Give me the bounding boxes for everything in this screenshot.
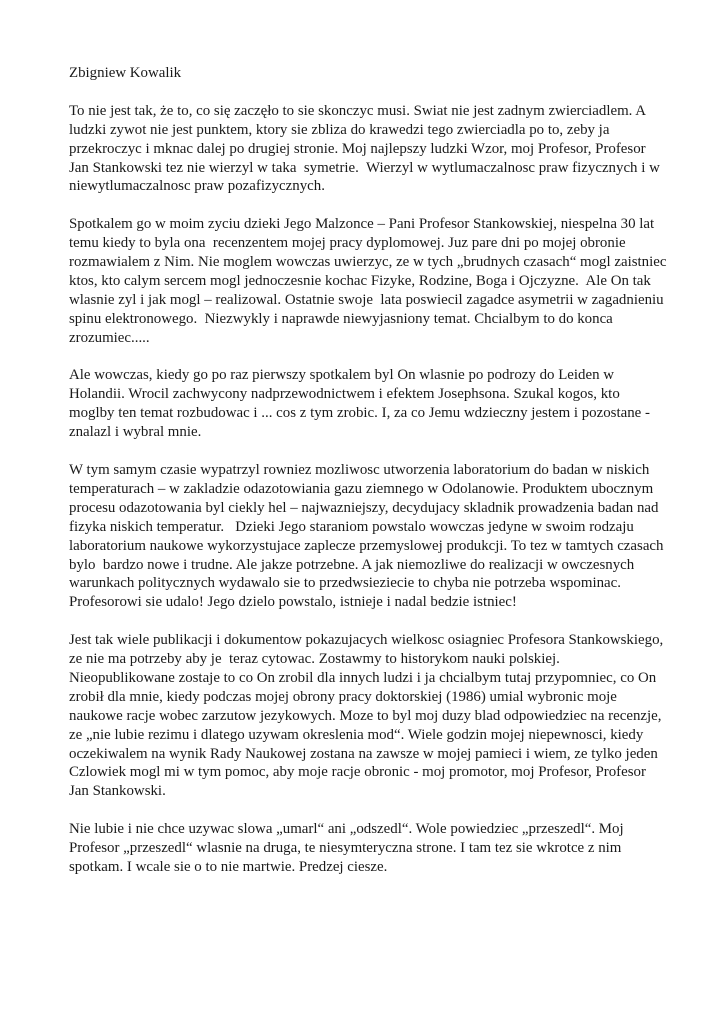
text-line: znalazl i wybral mnie. [69, 424, 202, 441]
text-line: naukowe racje wobec zarzutow jezykowych. Moze to byl moj duzy blad odpowiedziec na recenzje, [69, 707, 662, 724]
text-line: Nie lubie i nie chce uzywac slowa „umarl“ ani „odszedl“. Wole powiedziec „przeszedl“. Moj [69, 821, 624, 838]
paragraph-4 [69, 461, 667, 612]
paragraph-6 [69, 820, 667, 877]
text-line: Nieopublikowane zostaje to co On zrobil dla innych ludzi i ja chcialbym tutaj przypomniec, co On [69, 669, 657, 686]
text-line: Jan Stankowski. [69, 783, 166, 800]
text-line: To nie jest tak, że to, co się zaczęło to sie skonczyc musi. Swiat nie jest zadnym zwierciadlem. A [69, 102, 647, 119]
text-line: rozmawialem z Nim. Nie moglem wowczas uwierzyc, ze w tych „brudnych czasach“ mogl zaistniec [69, 254, 667, 271]
text-line: Czlowiek mogl mi w tym pomoc, aby moje racje obronic - moj promotor, moj Profesor, Profesor [69, 764, 646, 781]
text-line: procesu odazotowania byl ciekly hel – najwazniejszy, decydujacy skladnik prowadzenia badan nad [69, 499, 659, 516]
paragraph-5 [69, 631, 667, 801]
text-line: ze nie ma potrzeby aby je teraz cytowac. Zostawmy to historykom nauki polskiej. [69, 651, 560, 668]
text-line: oczekiwalem na wynik Rady Naukowej zostana na zawsze w mojej pamieci i wiem, ze tylko jeden [69, 745, 658, 762]
text-line: ze „nie lubie rezimu i dlatego uzywam okreslenia mod“. Wiele godzin mojej niepewnosci, kiedy [69, 726, 644, 743]
text-line: wlasnie zyl i jak mogl – realizowal. Ostatnie swoje lata poswiecil zagadce asymetrii w zagadnieniu [69, 291, 664, 308]
text-line: Jan Stankowski tez nie wierzyl w taka symetrie. Wierzyl w wytlumaczalnosc praw fizycznych i w [69, 159, 660, 176]
text-line: niewytlumaczalnosc praw pozafizycznych. [69, 178, 325, 195]
text-line: Jest tak wiele publikacji i dokumentow pokazujacych wielkosc osiagniec Profesora Stankowskiego, [69, 632, 664, 649]
text-line: zrozumiec..... [69, 329, 150, 346]
paragraph-3 [69, 366, 667, 442]
text-line: Holandii. Wrocil zachwycony nadprzewodnictwem i efektem Josephsona. Szukal kogos, kto [69, 386, 620, 403]
text-line: zrobił dla mnie, kiedy podczas mojej obrony pracy doktorskiej (1986) umial wybronic moje [69, 688, 617, 705]
text-line: Spotkalem go w moim zyciu dzieki Jego Malzonce – Pani Profesor Stankowskiej, niespelna 30 lat [69, 216, 655, 233]
text-line: moglby ten temat rozbudowac i ... cos z tym zrobic. I, za co Jemu wdzieczny jestem i pozostane - [69, 405, 650, 422]
text-line: spinu elektronowego. Niezwykly i naprawde niewyjasniony temat. Chcialbym to do konca [69, 310, 613, 327]
text-line: przekroczyc i mknac dalej po drugiej stronie. Moj najlepszy ludzki Wzor, moj Profesor, Profesor [69, 140, 646, 157]
text-line: Ale wowczas, kiedy go po raz pierwszy spotkalem byl On wlasnie po podrozy do Leiden w [69, 367, 615, 384]
text-line: warunkach politycznych wydawalo sie to przedwsiezieciе to chyba nie potrzeba wspominac. [69, 575, 621, 592]
text-line: Profesorowi sie udalo! Jego dzielo powstalo, istnieje i nadal bedzie istniec! [69, 594, 517, 611]
text-line: Profesor „przeszedl“ wlasnie na druga, te niesymteryczna strone. I tam tez sie wkrotce z nim [69, 840, 622, 857]
document-body [69, 102, 667, 877]
text-line: laboratorium naukowe wykorzystujace zaplecze przemyslowej produkcji. To tez w tamtych czasach [69, 537, 664, 554]
text-line: W tym samym czasie wypatrzyl rowniez mozliwosc utworzenia laboratorium do badan w niskich [69, 461, 650, 478]
text-line: fizyka niskich temperatur. Dzieki Jego staraniom powstalo wowczas jedyne w swoim rodzaju [69, 518, 634, 535]
text-line: ludzki zywot nie jest punktem, ktory sie zbliza do krawedzi tego zwierciadla po to, zeby ja [69, 121, 610, 138]
text-line: temu kiedy to byla ona recenzentem mojej pracy dyplomowej. Juz pare dni po mojej obronie [69, 235, 626, 252]
text-line: bylo bardzo nowe i trudne. Ale jakze potrzebne. A jak niemozliwe do realizacji w owczesnych [69, 556, 635, 573]
paragraph-1 [69, 102, 667, 197]
text-line: temperaturach – w zakladzie odazotowiania gazu ziemnego w Odolanowie. Produktem ubocznym [69, 480, 654, 497]
text-line: ktos, kto calym sercem mogl jednoczesnie kochac Fizyke, Rodzine, Boga i Ojczyzne. Ale On tak [69, 272, 651, 289]
author-name: Zbigniew Kowalik [69, 65, 182, 81]
document-page [69, 64, 667, 896]
text-line: spotkam. I wcale sie o to nie martwie. Predzej ciesze. [69, 858, 388, 875]
paragraph-2 [69, 215, 667, 347]
